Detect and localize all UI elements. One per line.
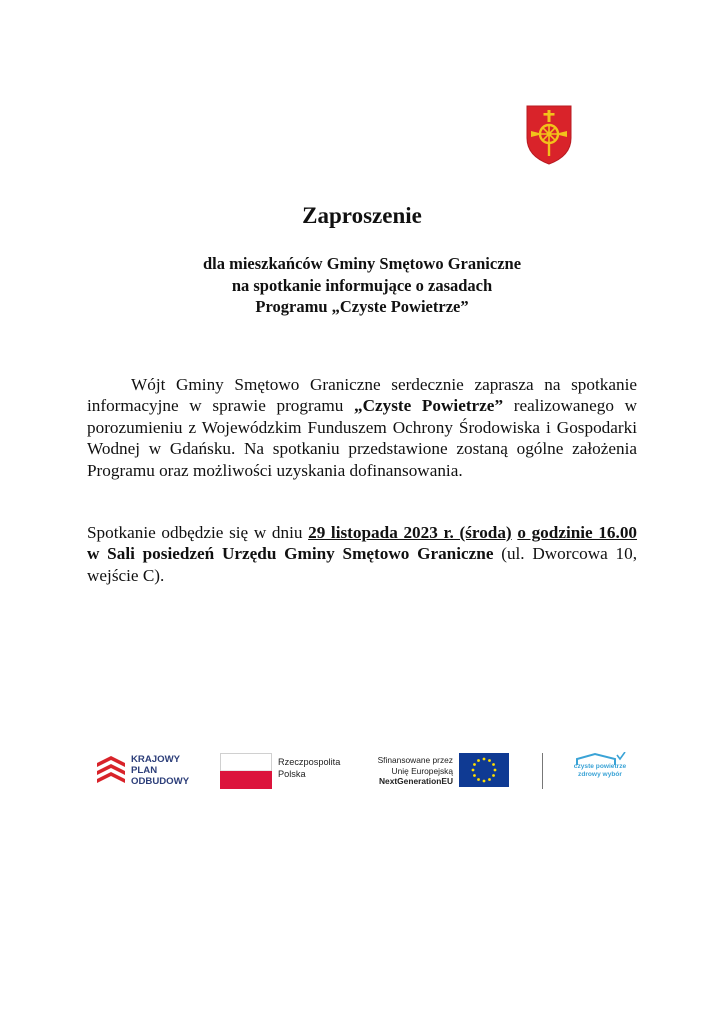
polish-flag-icon [220,753,272,789]
subtitle-line-3: Programu „Czyste Powietrze” [255,297,469,316]
program-name: „Czyste Powietrze” [353,396,504,416]
eu-star-icon [483,780,486,783]
subtitle [0,253,724,318]
rp-logo-text: Rzeczpospolita Polska [278,757,341,779]
meeting-date: 29 listopada 2023 r. (środa) [308,523,512,542]
coat-of-arms-icon [525,104,573,166]
paragraph1-text-1: Wójt Gminy Smętowo Graniczne serdecznie zaprasza na spotkanie informacyjne w sprawie programu [87,375,637,416]
logo-divider [542,753,543,789]
eu-star-icon [472,769,475,772]
eu-star-icon [477,759,480,762]
czyste-powietrze-logo-text: czyste powietrze zdrowy wybór [573,763,627,778]
meeting-address: (ul. Dworcowa 10, wejście C). [87,544,637,585]
eu-star-icon [473,763,476,766]
invitation-paragraph [87,374,637,481]
subtitle-line-2: na spotkanie informujące o zasadach [231,275,493,295]
footer-logos [0,745,724,795]
kpo-logo-text: KRAJOWY PLAN ODBUDOWY [131,754,190,787]
eu-star-icon [483,758,486,761]
meeting-time: o godzinie 16.00 [517,523,638,542]
meeting-details-paragraph [87,522,637,586]
eu-flag-icon [459,753,509,787]
eu-star-icon [492,774,495,777]
eu-funding-text: Sfinansowane przez Unię Europejską NextGenerationEU [377,755,453,786]
kpo-logo-icon [95,754,127,788]
paragraph2-text-1: Spotkanie odbędzie się w dniu [87,523,309,542]
eu-star-icon [477,778,480,781]
meeting-place: w Sali posiedzeń Urzędu Gminy Smętowo Graniczne [87,544,494,564]
eu-star-icon [492,763,495,766]
eu-star-icon [473,774,476,777]
subtitle-line-1: dla mieszkańców Gminy Smętowo Graniczne [202,254,522,273]
page-title: Zaproszenie [302,203,422,228]
paragraph1-text-2: realizowanego w porozumieniu z Wojewódzkim Funduszem Ochrony Środowiska i Gospodarki Wodnej w Gdańsku. Na spotkaniu przedstawione zostaną ogólne założenia Programu oraz możliwości uzyskania dofinansowania. [87,396,637,480]
eu-star-icon [488,778,491,781]
eu-star-icon [488,759,491,762]
eu-star-icon [494,769,497,772]
